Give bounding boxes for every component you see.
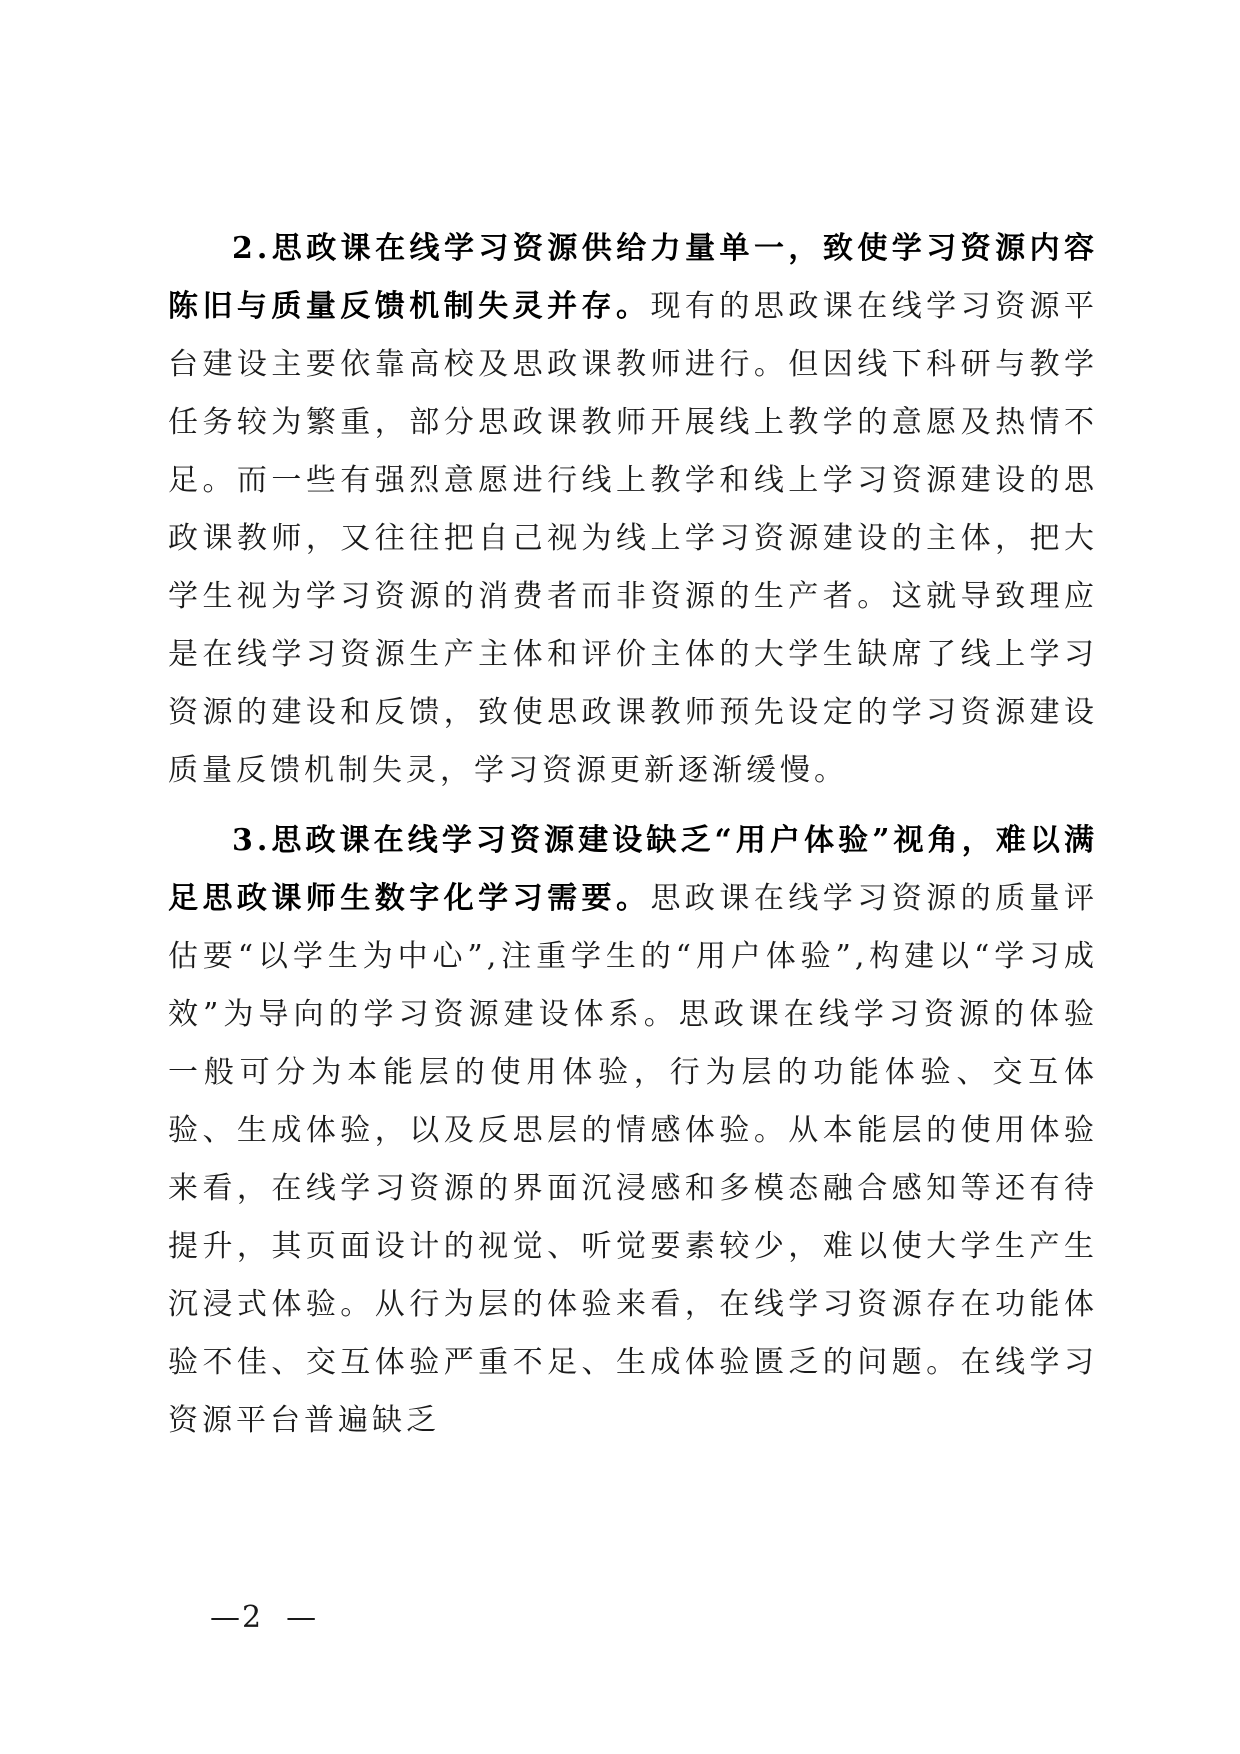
body-text (168, 220, 1098, 1450)
paragraph-2-body: 现有的思政课在线学习资源平台建设主要依靠高校及思政课教师进行。但因线下科研与教学任务较为繁重，部分思政课教师开展线上教学的意愿及热情不足。而一些有强烈意愿进行线上教学和线上学习资源建设的思政课教师，又往往把自己视为线上学习资源建设的主体，把大学生视为学习资源的消费者而非资源的生产者。这就导致理应是在线学习资源生产主体和评价主体的大学生缺席了线上学习资源的建设和反馈，致使思政课教师预先设定的学习资源建设质量反馈机制失灵，学习资源更新逐渐缓慢。 (168, 289, 1099, 788)
paragraph-2-heading: 2.思政课在线学习资源供给力量单一，致使学习资源内容陈旧与质量反馈机制失灵并存。 (168, 231, 1098, 324)
paragraph-3-body: 思政课在线学习资源的质量评估要“以学生为中心”,注重学生的“用户体验”,构建以“学习成效”为导向的学习资源建设体系。思政课在线学习资源的体验一般可分为本能层的使用体验，行为层的功能体验、交互体验、生成体验，以及反思层的情感体验。从本能层的使用体验来看，在线学习资源的界面沉浸感和多模态融合感知等还有待提升，其页面设计的视觉、听觉要素较少，难以使大学生产生沉浸式体验。从行为层的体验来看，在线学习资源存在功能体验不佳、交互体验严重不足、生成体验匮乏的问题。在线学习资源平台普遍缺乏 (168, 881, 1099, 1438)
paragraph-2 (168, 220, 1098, 800)
paragraph-3-heading: 3.思政课在线学习资源建设缺乏“用户体验”视角，难以满足思政课师生数字化学习需要。 (168, 823, 1098, 916)
paragraph-3 (168, 812, 1098, 1450)
page-number: —2 — (210, 1600, 319, 1635)
